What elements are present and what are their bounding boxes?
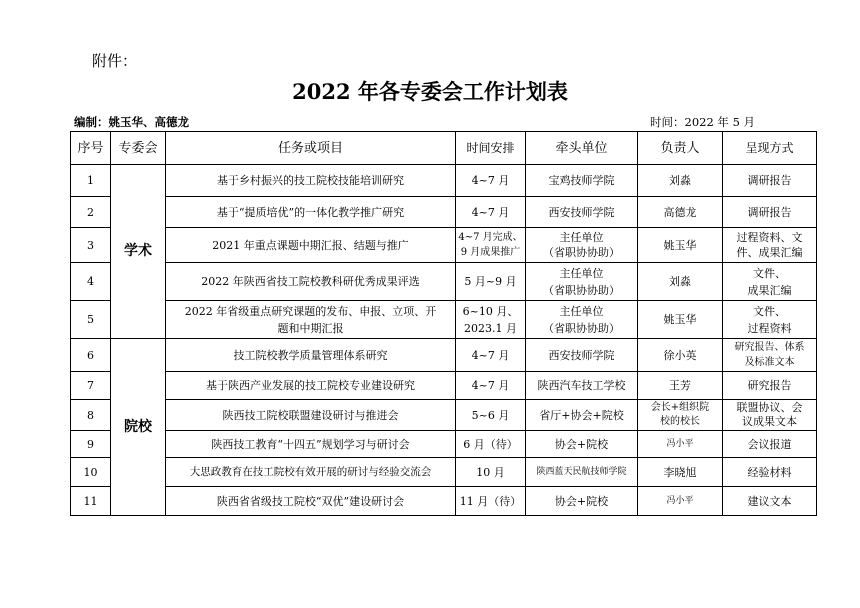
row-person: 刘淼 xyxy=(638,263,723,301)
row-time: 4~7 月 xyxy=(456,372,526,400)
row-output: 经验材料 xyxy=(723,458,817,487)
table-row xyxy=(71,301,817,339)
attachment-label: 附件： xyxy=(92,52,138,70)
row-task: 陕西技工教育“十四五”规划学习与研讨会 xyxy=(166,431,456,458)
row-output: 会议报道 xyxy=(723,431,817,458)
committee-academic: 学术 xyxy=(111,165,166,339)
row-task: 2022 年陕西省技工院校教科研优秀成果评选 xyxy=(166,263,456,301)
row-time: 4~7 月 xyxy=(456,339,526,372)
row-person: 冯小平 xyxy=(638,431,723,458)
row-task: 基于陕西产业发展的技工院校专业建设研究 xyxy=(166,372,456,400)
row-time: 4~7 月完成、 9 月成果推广 xyxy=(456,228,526,263)
header-no: 序号 xyxy=(71,132,111,165)
row-time: 5~6 月 xyxy=(456,400,526,431)
header-committee: 专委会 xyxy=(111,132,166,165)
row-time: 10 月 xyxy=(456,458,526,487)
row-no: 5 xyxy=(71,301,111,339)
row-no: 10 xyxy=(71,458,111,487)
editor-line: 编制：姚玉华、高德龙 xyxy=(74,115,189,129)
row-time: 6~10 月、 2023.1 月 xyxy=(456,301,526,339)
row-no: 1 xyxy=(71,165,111,197)
row-lead-unit: 主任单位 （省职协协助） xyxy=(526,263,638,301)
row-no: 8 xyxy=(71,400,111,431)
table-row xyxy=(71,400,817,431)
row-lead-unit: 陕西蓝天民航技师学院 xyxy=(526,458,638,487)
row-lead-unit: 主任单位 （省职协协助） xyxy=(526,301,638,339)
row-no: 2 xyxy=(71,197,111,228)
row-task: 技工院校教学质量管理体系研究 xyxy=(166,339,456,372)
row-task: 陕西省省级技工院校“双优”建设研讨会 xyxy=(166,487,456,516)
row-no: 3 xyxy=(71,228,111,263)
table-row xyxy=(71,431,817,458)
row-lead-unit: 主任单位 （省职协协助） xyxy=(526,228,638,263)
row-task: 2021 年重点课题中期汇报、结题与推广 xyxy=(166,228,456,263)
header-time: 时间安排 xyxy=(456,132,526,165)
page-title: 2022 年各专委会工作计划表 xyxy=(292,79,568,104)
row-time: 5 月~9 月 xyxy=(456,263,526,301)
row-person: 姚玉华 xyxy=(638,301,723,339)
row-person: 冯小平 xyxy=(638,487,723,516)
row-output: 联盟协议、会 议成果文本 xyxy=(723,400,817,431)
row-output: 文件、 成果汇编 xyxy=(723,263,817,301)
work-plan-table xyxy=(70,131,817,516)
row-task: 陕西技工院校联盟建设研讨与推进会 xyxy=(166,400,456,431)
row-task: 大思政教育在技工院校有效开展的研讨与经验交流会 xyxy=(166,458,456,487)
table-row xyxy=(71,372,817,400)
row-time: 6 月（待） xyxy=(456,431,526,458)
row-output: 建议文本 xyxy=(723,487,817,516)
row-output: 研究报告 xyxy=(723,372,817,400)
header-person: 负责人 xyxy=(638,132,723,165)
row-output: 研究报告、体系 及标准文本 xyxy=(723,339,817,372)
row-time: 11 月（待） xyxy=(456,487,526,516)
header-lead-unit: 牵头单位 xyxy=(526,132,638,165)
date-line: 时间：2022 年 5 月 xyxy=(650,115,756,129)
row-no: 4 xyxy=(71,263,111,301)
row-lead-unit: 省厅+协会+院校 xyxy=(526,400,638,431)
row-task: 基于“提质培优”的一体化教学推广研究 xyxy=(166,197,456,228)
table-header-row xyxy=(71,132,817,165)
committee-schools: 院校 xyxy=(111,339,166,516)
header-output: 呈现方式 xyxy=(723,132,817,165)
row-lead-unit: 协会+院校 xyxy=(526,487,638,516)
row-output: 文件、 过程资料 xyxy=(723,301,817,339)
table-row xyxy=(71,263,817,301)
row-person: 姚玉华 xyxy=(638,228,723,263)
header-task: 任务或项目 xyxy=(166,132,456,165)
table-row xyxy=(71,339,817,372)
table-row xyxy=(71,165,817,197)
row-lead-unit: 西安技师学院 xyxy=(526,339,638,372)
row-output: 过程资料、文 件、成果汇编 xyxy=(723,228,817,263)
row-no: 9 xyxy=(71,431,111,458)
row-task: 基于乡村振兴的技工院校技能培训研究 xyxy=(166,165,456,197)
table-row xyxy=(71,197,817,228)
row-no: 7 xyxy=(71,372,111,400)
row-output: 调研报告 xyxy=(723,197,817,228)
row-person: 徐小英 xyxy=(638,339,723,372)
row-person: 王芳 xyxy=(638,372,723,400)
row-person: 刘淼 xyxy=(638,165,723,197)
row-output: 调研报告 xyxy=(723,165,817,197)
row-person: 会长+组织院 校的校长 xyxy=(638,400,723,431)
row-person: 李晓旭 xyxy=(638,458,723,487)
table-row xyxy=(71,228,817,263)
row-time: 4~7 月 xyxy=(456,197,526,228)
row-no: 6 xyxy=(71,339,111,372)
table-row xyxy=(71,487,817,516)
row-task: 2022 年省级重点研究课题的发布、申报、立项、开 题和中期汇报 xyxy=(166,301,456,339)
row-person: 高德龙 xyxy=(638,197,723,228)
row-lead-unit: 协会+院校 xyxy=(526,431,638,458)
table-row xyxy=(71,458,817,487)
row-time: 4~7 月 xyxy=(456,165,526,197)
row-lead-unit: 宝鸡技师学院 xyxy=(526,165,638,197)
row-lead-unit: 陕西汽车技工学校 xyxy=(526,372,638,400)
row-lead-unit: 西安技师学院 xyxy=(526,197,638,228)
row-no: 11 xyxy=(71,487,111,516)
